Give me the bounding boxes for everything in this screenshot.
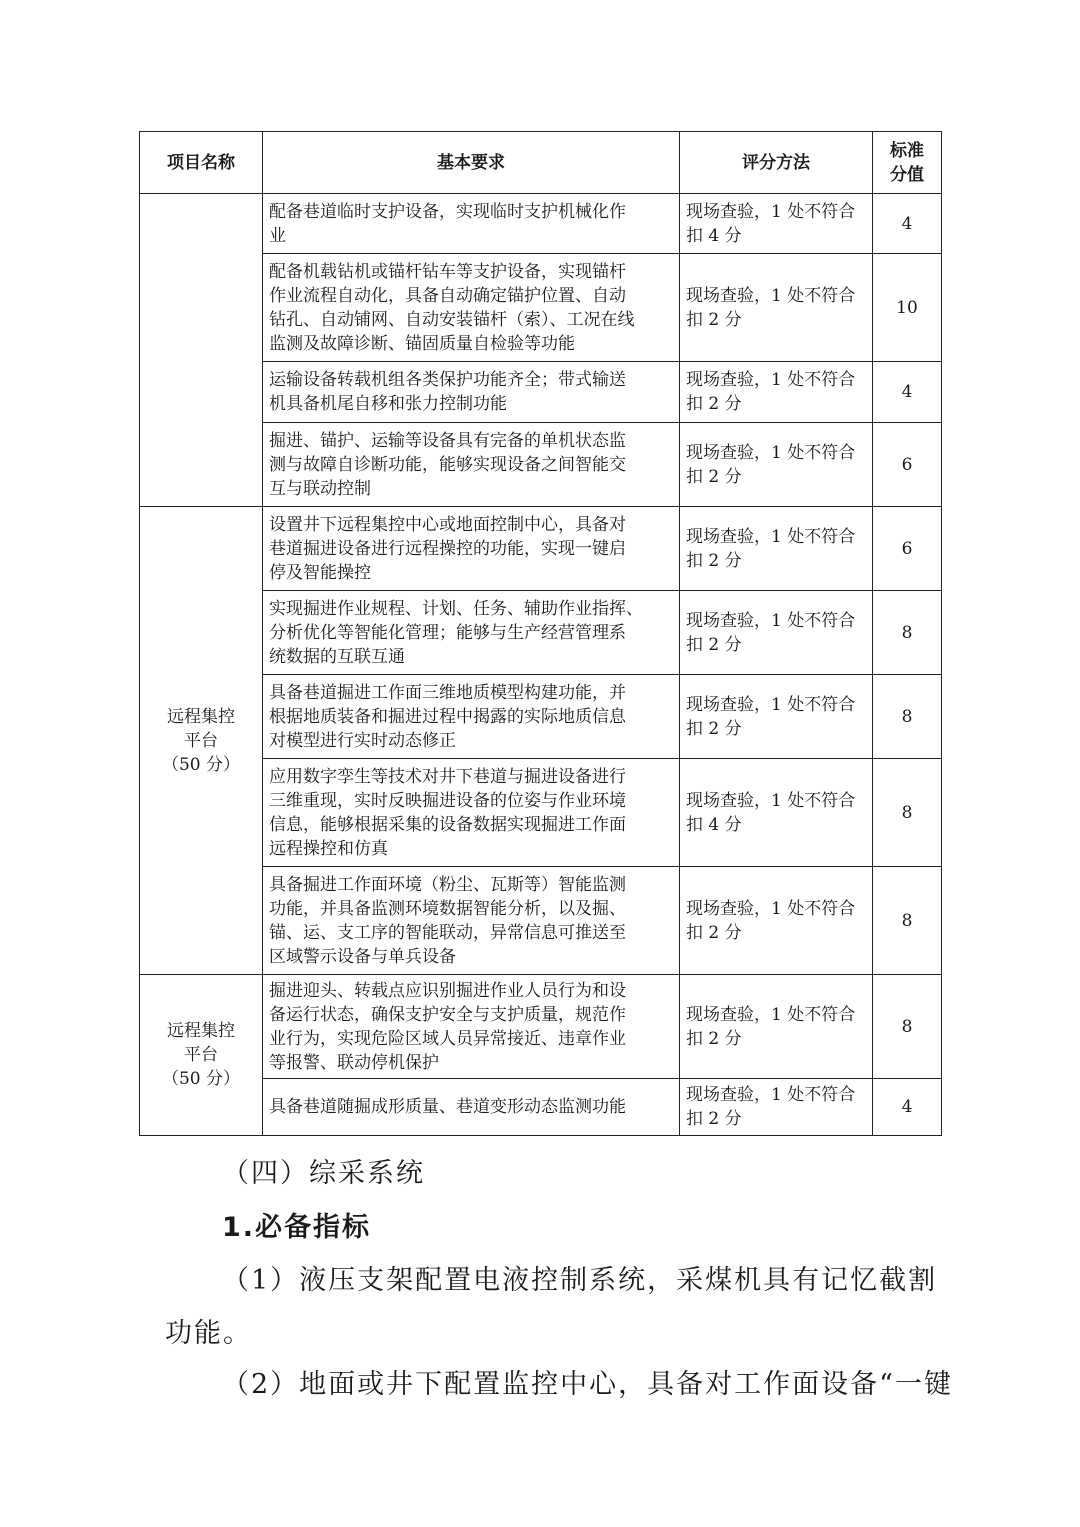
requirement-line: 停及智能操控 [269, 562, 371, 583]
project-name-cell [140, 975, 263, 1136]
method-line: 扣 2 分 [686, 634, 742, 655]
method-line: 现场查验，1 处不符合 [686, 898, 856, 919]
requirement-line: 具备掘进工作面环境（粉尘、瓦斯等）智能监测 [269, 874, 626, 895]
requirement-line: 具备巷道随掘成形质量、巷道变形动态监测功能 [269, 1097, 626, 1117]
requirement-cell [263, 362, 680, 423]
score-cell: 8 [873, 591, 942, 675]
score-cell: 6 [873, 423, 942, 507]
header-method: 评分方法 [680, 132, 873, 194]
method-cell [680, 1079, 873, 1136]
requirement-cell [263, 254, 680, 362]
requirement-cell [263, 867, 680, 975]
method-line: 扣 2 分 [686, 922, 742, 943]
method-cell [680, 759, 873, 867]
project-name-cell [140, 194, 263, 507]
score-cell: 4 [873, 1079, 942, 1136]
score-cell: 8 [873, 867, 942, 975]
score-cell: 6 [873, 507, 942, 591]
requirement-line: 掘进、锚护、运输等设备具有完备的单机状态监 [269, 430, 626, 451]
method-cell [680, 591, 873, 675]
paragraph-1-line-2: 功能。 [165, 1318, 252, 1349]
requirement-line: 巷道掘进设备进行远程操控的功能，实现一键启 [269, 538, 626, 559]
score-cell: 8 [873, 759, 942, 867]
header-score-line1: 标准 [890, 140, 924, 161]
method-line: 现场查验，1 处不符合 [686, 1004, 856, 1025]
requirement-line: 应用数字孪生等技术对井下巷道与掘进设备进行 [269, 766, 626, 787]
scoring-table [139, 131, 942, 1136]
requirement-line: 远程操控和仿真 [269, 838, 388, 859]
requirement-line: 监测及故障诊断、锚固质量自检验等功能 [269, 333, 575, 354]
requirement-line: 互与联动控制 [269, 478, 371, 499]
paragraph-2-line-1: （2）地面或井下配置监控中心，具备对工作面设备“一键 [222, 1369, 953, 1400]
project-name-line: 远程集控 [167, 706, 235, 727]
method-line: 现场查验，1 处不符合 [686, 201, 856, 222]
requirement-line: 业 [269, 225, 286, 246]
method-line: 现场查验，1 处不符合 [686, 285, 856, 306]
requirement-line: 具备巷道掘进工作面三维地质模型构建功能，并 [269, 682, 626, 703]
method-line: 现场查验，1 处不符合 [686, 790, 856, 811]
requirement-line: 三维重现，实时反映掘进设备的位姿与作业环境 [269, 790, 626, 811]
requirement-line: 掘进迎头、转载点应识别掘进作业人员行为和设 [269, 980, 626, 1001]
method-line: 扣 2 分 [686, 466, 742, 487]
header-score [873, 132, 942, 194]
method-line: 扣 4 分 [686, 225, 742, 246]
requirement-cell [263, 423, 680, 507]
method-cell [680, 254, 873, 362]
requirement-line: 功能，并具备监测环境数据智能分析，以及掘、 [269, 898, 626, 919]
requirement-line: 业行为，实现危险区域人员异常接近、违章作业 [269, 1028, 626, 1049]
score-cell: 10 [873, 254, 942, 362]
method-line: 现场查验，1 处不符合 [686, 442, 856, 463]
method-line: 现场查验，1 处不符合 [686, 526, 856, 547]
requirement-line: 钻孔、自动铺网、自动安装锚杆（索）、工况在线 [269, 309, 635, 330]
header-requirement: 基本要求 [263, 132, 680, 194]
paragraph-1-line-1: （1）液压支架配置电液控制系统，采煤机具有记忆截割 [222, 1265, 938, 1296]
requirement-line: 分析优化等智能化管理；能够与生产经营管理系 [269, 622, 626, 643]
method-line: 扣 2 分 [686, 550, 742, 571]
section-heading: （四）综采系统 [222, 1158, 425, 1189]
requirement-cell [263, 1079, 680, 1136]
method-cell [680, 194, 873, 254]
requirement-line: 锚、运、支工序的智能联动，异常信息可推送至 [269, 922, 626, 943]
requirement-cell [263, 759, 680, 867]
method-line: 扣 4 分 [686, 814, 742, 835]
requirement-line: 备运行状态，确保支护安全与支护质量，规范作 [269, 1004, 626, 1025]
project-name-cell [140, 507, 263, 975]
method-line: 扣 2 分 [686, 309, 742, 330]
header-project: 项目名称 [140, 132, 263, 194]
method-cell [680, 362, 873, 423]
score-cell: 8 [873, 975, 942, 1079]
requirement-line: 运输设备转载机组各类保护功能齐全；带式输送 [269, 370, 626, 390]
project-name-line: 平台 [184, 730, 218, 751]
table-row [140, 507, 942, 591]
method-line: 现场查验，1 处不符合 [686, 370, 856, 390]
table-row [140, 194, 942, 254]
requirement-cell [263, 507, 680, 591]
method-line: 现场查验，1 处不符合 [686, 694, 856, 715]
method-cell [680, 507, 873, 591]
score-cell: 8 [873, 675, 942, 759]
requirement-line: 信息，能够根据采集的设备数据实现掘进工作面 [269, 814, 626, 835]
method-line: 扣 2 分 [686, 718, 742, 739]
method-line: 扣 2 分 [686, 1109, 742, 1129]
method-line: 扣 2 分 [686, 394, 742, 414]
requirement-cell [263, 975, 680, 1079]
project-name-line: 平台 [184, 1045, 218, 1065]
method-line: 扣 2 分 [686, 1028, 742, 1049]
requirement-cell [263, 591, 680, 675]
requirement-line: 机具备机尾自移和张力控制功能 [269, 394, 507, 414]
requirement-line: 等报警、联动停机保护 [269, 1052, 439, 1073]
requirement-line: 对模型进行实时动态修正 [269, 730, 456, 751]
method-cell [680, 423, 873, 507]
requirement-line: 配备机载钻机或锚杆钻车等支护设备，实现锚杆 [269, 261, 626, 282]
requirement-line: 测与故障自诊断功能，能够实现设备之间智能交 [269, 454, 626, 475]
method-cell [680, 975, 873, 1079]
method-cell [680, 867, 873, 975]
requirement-cell [263, 675, 680, 759]
requirement-line: 统数据的互联互通 [269, 646, 405, 667]
table-header-row [140, 132, 942, 194]
table-row [140, 975, 942, 1079]
requirement-cell [263, 194, 680, 254]
subheading: 1.必备指标 [222, 1212, 372, 1243]
method-line: 现场查验，1 处不符合 [686, 1085, 856, 1105]
requirement-line: 设置井下远程集控中心或地面控制中心，具备对 [269, 514, 626, 535]
score-cell: 4 [873, 362, 942, 423]
requirement-line: 根据地质装备和掘进过程中揭露的实际地质信息 [269, 706, 626, 727]
header-score-line2: 分值 [890, 164, 924, 185]
project-name-line: （50 分） [161, 754, 241, 775]
method-cell [680, 675, 873, 759]
requirement-line: 配备巷道临时支护设备，实现临时支护机械化作 [269, 201, 626, 222]
requirement-line: 实现掘进作业规程、计划、任务、辅助作业指挥、 [269, 598, 643, 619]
score-cell: 4 [873, 194, 942, 254]
method-line: 现场查验，1 处不符合 [686, 610, 856, 631]
requirement-line: 区域警示设备与单兵设备 [269, 946, 456, 967]
requirement-line: 作业流程自动化，具备自动确定锚护位置、自动 [269, 285, 626, 306]
project-name-line: （50 分） [161, 1069, 241, 1089]
project-name-line: 远程集控 [167, 1021, 235, 1041]
